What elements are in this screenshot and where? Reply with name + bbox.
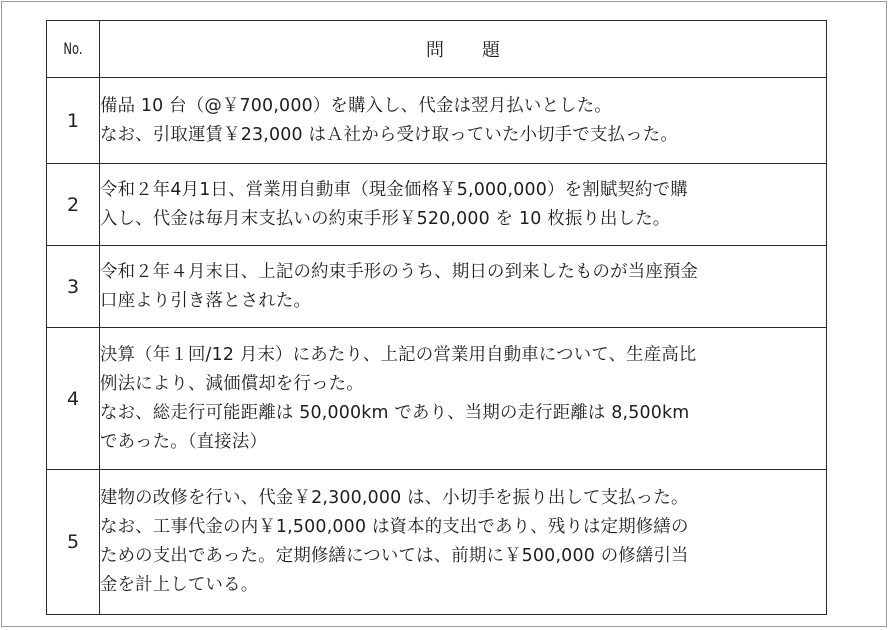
row-number: 3 [47,246,100,328]
question-line: 入し、代金は毎月末支払いの約束手形￥520,000 を 10 枚振り出した。 [100,208,671,229]
question-line: ための支出であった。定期修繕については、前期に￥500,000 の修繕引当 [100,546,689,566]
question-table [46,20,827,615]
table-row [47,164,827,246]
header-row [47,21,827,78]
question-line: 令和２年4月1日、営業用自動車（現金価格￥5,000,000）を割賦契約で購 [100,179,688,200]
question-line: 口座より引き落とされた。 [100,290,312,311]
table-row [47,470,827,615]
question-text [100,470,827,615]
question-text [100,246,827,328]
question-line: であった。（直接法） [100,431,268,452]
question-line: なお、総走行可能距離は 50,000km であり、当期の走行距離は 8,500km [100,402,690,423]
question-line: 建物の改修を行い、代金￥2,300,000 は、小切手を振り出して支払った。 [100,488,689,508]
question-text [100,328,827,470]
header-title: 問題 [426,40,538,61]
table-row [47,78,827,164]
question-line: なお、引取運賃￥23,000 はＡ社から受け取っていた小切手で支払った。 [100,124,678,145]
table-row [47,246,827,328]
question-line: 令和２年４月末日、上記の約束手形のうち、期日の到来したものが当座預金 [100,261,699,282]
header-no: No. [63,39,83,58]
header-no-cell [47,21,100,78]
question-line: 例法により、減価償却を行った。 [100,373,364,394]
header-title-cell [100,21,827,78]
table-row [47,328,827,470]
question-text [100,164,827,246]
question-line: なお、工事代金の内￥1,500,000 は資本的支出であり、残りは定期修繕の [100,517,689,537]
question-line: 備品 10 台（@￥700,000）を購入し、代金は翌月払いとした。 [100,95,612,116]
row-number: 1 [47,78,100,164]
question-line: 決算（年１回/12 月末）にあたり、上記の営業用自動車について、生産高比 [100,344,697,365]
row-number: 5 [47,470,100,615]
question-text [100,78,827,164]
row-number: 4 [47,328,100,470]
question-line: 金を計上している。 [100,575,259,595]
row-number: 2 [47,164,100,246]
